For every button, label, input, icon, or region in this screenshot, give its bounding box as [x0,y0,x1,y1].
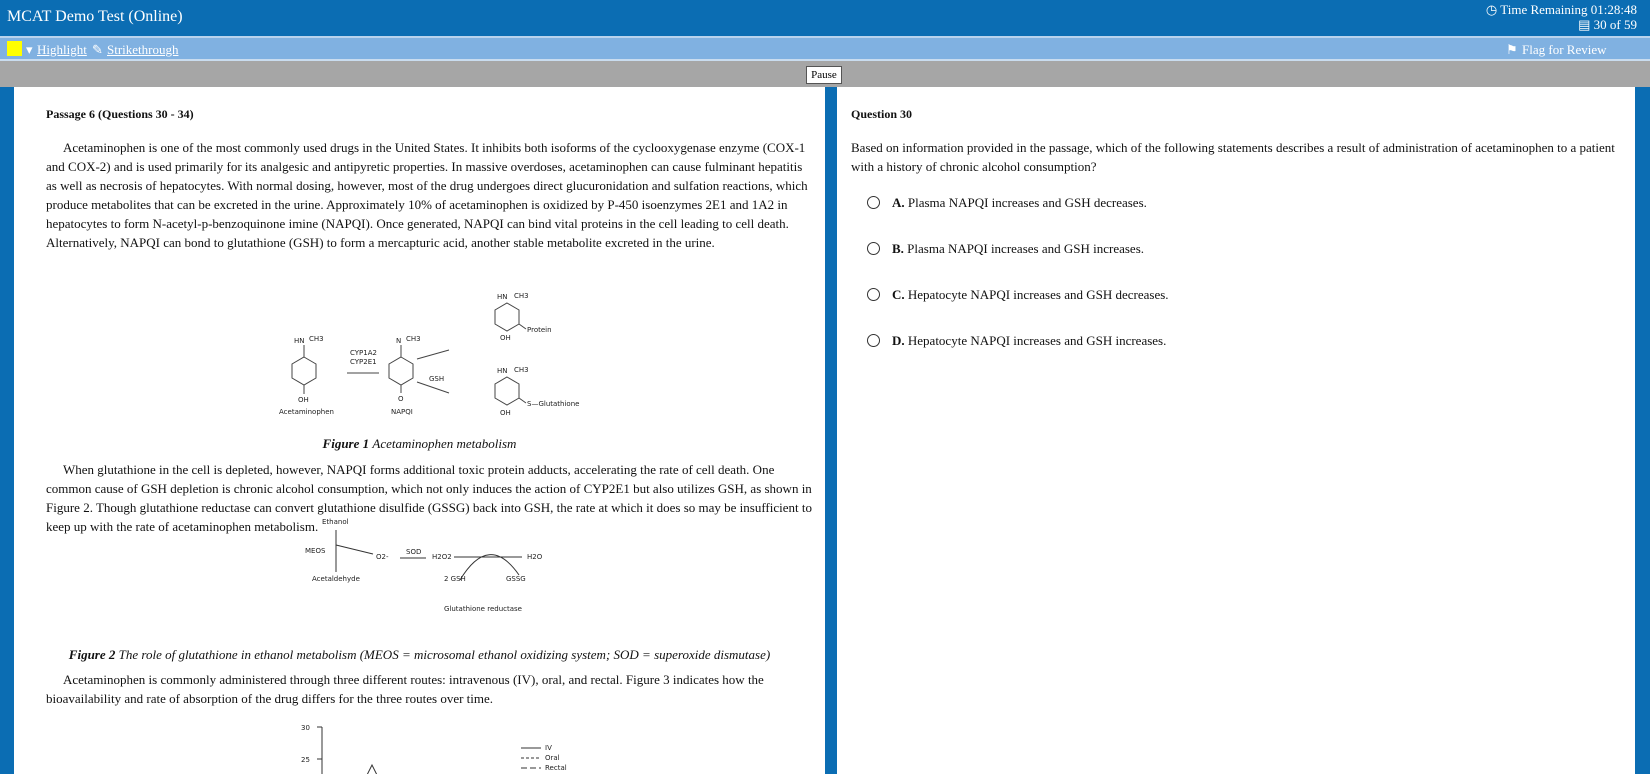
acetaminophen-ch3: CH3 [309,335,324,343]
gsh-adduct-hn: HN [497,367,508,375]
toolbar [0,36,1650,61]
question-list-icon: ▤ [1578,17,1591,32]
radio-b[interactable] [867,242,880,255]
question-panel [837,87,1635,774]
option-text: Hepatocyte NAPQI increases and GSH increases. [907,333,1167,348]
answer-option-a[interactable] [867,195,1147,211]
label-protein: Protein [527,326,552,334]
flag-for-review-button[interactable]: Flag for Review [1522,42,1607,57]
option-text: Plasma NAPQI increases and GSH increases. [907,241,1145,256]
label-ethanol: Ethanol [322,518,349,526]
figure-1-label: Figure 1 [322,436,370,451]
gsh-adduct-ch3: CH3 [514,366,529,374]
label-2gsh: 2 GSH [444,575,466,583]
highlight-color-swatch[interactable] [7,41,22,56]
option-text: Hepatocyte NAPQI increases and GSH decreases. [907,287,1169,302]
napqi-n: N [396,337,402,345]
option-letter: B. [892,241,904,256]
label-acetaldehyde: Acetaldehyde [312,575,360,583]
passage-paragraph-1: Acetaminophen is one of the most commonly used drugs in the United States. It inhibits both isoforms of the cyclooxygenase enzyme (COX-1 and COX-2) and is used primarily for its analgesic and antipyretic properties. In massive overdoses, acetaminophen can cause fulminant hepatitis as well as necrosis of hepatocytes. With normal dosing, however, most of the drug undergoes direct glucuronidation and sulfation reactions, which produce metabolites that can be excreted in the urine. Approximately 10% of acetaminophen is oxidized by P-450 isoenzymes 2E1 and 1A2 in hepatocytes to form N-acetyl-p-benzoquinone imine (NAPQI). Once generated, NAPQI can bind vital proteins in the cell leading to cell death. Alternatively, NAPQI can bond to glutathione (GSH) to form a mercapturic acid, another stable metabolite excreted in the urine. [46,140,808,250]
label-gsh: GSH [429,375,445,383]
highlight-button[interactable]: Highlight [37,42,87,57]
pause-button[interactable]: Pause [806,66,842,84]
label-gssg: GSSG [506,575,526,583]
figure-1-text: Acetaminophen metabolism [372,436,517,451]
label-glutathione-reductase: Glutathione reductase [444,605,522,613]
question-heading: Question 30 [851,107,913,121]
answer-option-c[interactable] [867,287,1169,303]
figure-2-diagram [284,512,574,617]
timer-area [1486,2,1637,32]
strikethrough-button[interactable]: Strikethrough [107,42,179,57]
acetaminophen-hn: HN [294,337,305,345]
legend-rectal: Rectal [545,764,567,772]
pencil-icon: ✎ [92,42,103,57]
figure-1-caption [14,436,825,452]
napqi-o: O [398,395,404,403]
legend-oral: Oral [545,754,560,762]
label-sod: SOD [406,548,422,556]
radio-d[interactable] [867,334,880,347]
protein-adduct-hn: HN [497,293,508,301]
label-glutathione: S—Glutathione [527,400,580,408]
figure-2-caption [14,647,825,663]
radio-a[interactable] [867,196,880,209]
passage-paragraph-3: Acetaminophen is commonly administered through three different routes: intravenous (IV), oral, and rectal. Figure 3 indicates how the bioavailability and rate of absorption of the drug differs for the three routes over time. [46,672,764,706]
exam-title: MCAT Demo Test (Online) [7,8,183,25]
y-tick-25: 25 [301,756,310,764]
label-meos: MEOS [305,547,326,555]
flag-icon: ⚑ [1506,42,1518,57]
label-napqi: NAPQI [391,408,413,416]
y-tick-30: 30 [301,724,310,732]
napqi-ch3: CH3 [406,335,421,343]
radio-c[interactable] [867,288,880,301]
clock-icon: ◷ [1485,2,1498,17]
option-letter: D. [892,333,905,348]
chevron-down-icon[interactable]: ▾ [26,42,33,57]
header-bar [0,0,1650,36]
question-stem: Based on information provided in the passage, which of the following statements describes a result of administration of acetaminophen to a patient with a history of chronic alcohol consumption? [851,140,1615,174]
question-progress[interactable]: 30 of 59 [1593,17,1637,32]
label-cyp1a2: CYP1A2 [350,349,377,357]
legend-iv: IV [545,744,552,752]
option-letter: A. [892,195,905,210]
label-cyp2e1: CYP2E1 [350,358,377,366]
passage-paragraph-2: When glutathione in the cell is depleted, however, NAPQI forms additional toxic protein adducts, accelerating the rate of cell death. One common cause of GSH depletion is chronic alcohol consumption, which not only induces the action of CYP2E1 but also utilizes GSH, as shown in Figure 2. Though glutathione reductase can convert glutathione disulfide (GSSG) back into GSH, the rate at which it does so may be insufficient to keep up with the rate of acetaminophen metabolism. [46,462,812,534]
figure-3-chart [234,717,594,774]
label-h2o2: H2O2 [432,553,452,561]
option-text: Plasma NAPQI increases and GSH decreases. [907,195,1147,210]
answer-option-d[interactable] [867,333,1166,349]
gsh-adduct-oh: OH [500,409,511,417]
protein-adduct-oh: OH [500,334,511,342]
option-letter: C. [892,287,905,302]
time-remaining[interactable]: Time Remaining 01:28:48 [1500,2,1637,17]
figure-2-label: Figure 2 [68,647,116,662]
acetaminophen-oh: OH [298,396,309,404]
control-bar [0,61,1650,87]
iv-curve [366,765,378,774]
passage-panel [14,87,825,774]
answer-option-b[interactable] [867,241,1144,257]
passage-heading: Passage 6 (Questions 30 - 34) [46,107,194,121]
label-superoxide: O2- [376,553,389,561]
protein-adduct-ch3: CH3 [514,292,529,300]
figure-2-text: The role of glutathione in ethanol metabolism (MEOS = microsomal ethanol oxidizing system; SOD = superoxide dismutase) [118,647,771,662]
label-h2o: H2O [527,553,543,561]
label-acetaminophen: Acetaminophen [279,408,334,416]
